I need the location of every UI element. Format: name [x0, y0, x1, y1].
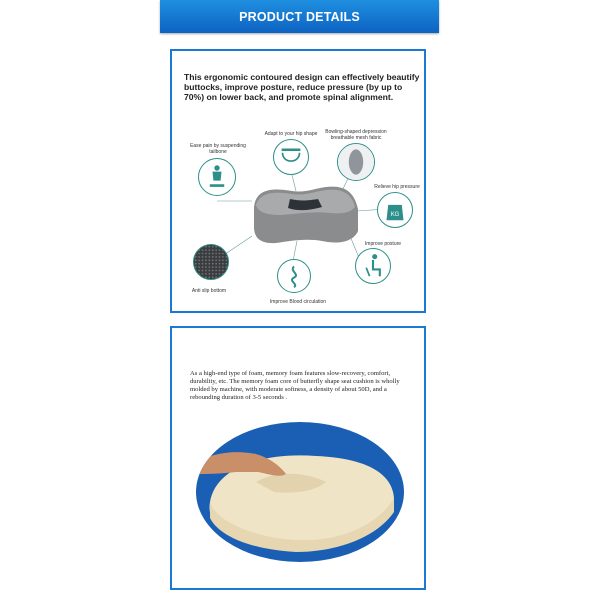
circulation-icon — [277, 259, 311, 293]
memory-foam-panel — [170, 326, 426, 590]
features-description: This ergonomic contoured design can effectively beautify buttocks, improve posture, reduce pressure (by up to 70%) on lower back, and promote spinal alignment. — [184, 72, 420, 102]
header-title: PRODUCT DETAILS — [239, 9, 360, 24]
product-details-header — [160, 0, 439, 33]
memory-foam-description: As a high-end type of foam, memory foam features slow-recovery, comfort, durability, etc. The memory foam core of butterfly shape seat cushion is wholly molded by machine, with moderate softness, a density of about 50D, and a rebounding duration of 3-5 seconds . — [190, 370, 400, 401]
hip-shape-icon — [273, 139, 309, 175]
mesh-fabric-label: Bowling-shaped depression breathable mesh fabric — [325, 129, 387, 141]
tailbone-label: Ease pain by suspending tailbone — [190, 143, 246, 155]
hip-pressure-label: Relieve hip pressure — [374, 184, 420, 190]
tailbone-icon — [198, 158, 236, 196]
anti-slip-icon — [193, 244, 229, 280]
features-panel — [170, 49, 426, 313]
anti-slip-label: Anti slip bottom — [191, 288, 227, 294]
hip-shape-label: Adapt to your hip shape — [264, 131, 318, 137]
kg-badge: KG — [390, 211, 400, 218]
posture-label: Improve posture — [364, 241, 402, 247]
mesh-fabric-icon — [337, 143, 375, 181]
circulation-label: Improve Blood circulation — [269, 299, 327, 305]
memory-foam-photo — [196, 422, 404, 562]
posture-icon — [355, 248, 391, 284]
weight-icon — [377, 192, 413, 228]
